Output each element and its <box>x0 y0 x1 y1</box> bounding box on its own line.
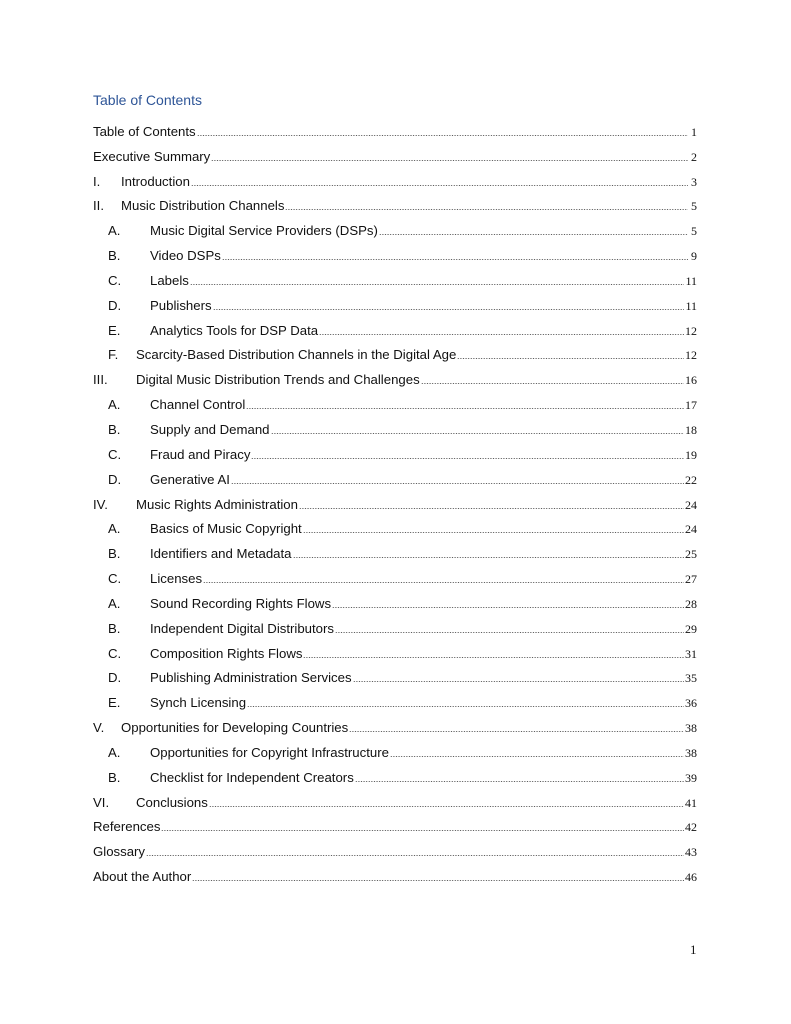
toc-entry-number: D. <box>108 471 122 487</box>
toc-entry-page[interactable]: 17 <box>685 398 697 413</box>
toc-entry-title[interactable]: Identifiers and Metadata <box>150 546 292 562</box>
toc-entry[interactable] <box>93 686 697 711</box>
toc-entry-title[interactable]: About the Author <box>93 869 192 885</box>
toc-heading: Table of Contents <box>93 92 202 108</box>
toc-entry-title[interactable]: Opportunities for Developing Countries <box>121 720 349 736</box>
toc-entry-title[interactable]: Executive Summary <box>93 148 211 164</box>
toc-entry-number: E. <box>108 695 121 711</box>
toc-entry[interactable] <box>93 339 697 364</box>
toc-entry-number: C. <box>108 645 122 661</box>
toc-entry[interactable] <box>93 786 697 811</box>
dot-leader <box>303 526 684 534</box>
toc-entry-page[interactable]: 16 <box>685 373 697 388</box>
toc-entry[interactable] <box>93 736 697 761</box>
dot-leader <box>246 402 684 410</box>
toc-entry-title[interactable]: Composition Rights Flows <box>150 645 303 661</box>
toc-entry-title[interactable]: Opportunities for Copyright Infrastructure <box>150 744 389 760</box>
toc-entry-page[interactable]: 27 <box>685 572 697 587</box>
toc-entry-page[interactable]: 43 <box>685 845 697 860</box>
toc-entry[interactable] <box>93 463 697 488</box>
dot-leader <box>191 179 688 187</box>
dot-leader <box>349 725 684 733</box>
dot-leader <box>190 278 685 286</box>
toc-entry-title[interactable]: Supply and Demand <box>150 421 270 437</box>
toc-entry-number: A. <box>108 521 121 537</box>
page-number: 1 <box>690 942 697 957</box>
dot-leader <box>211 154 688 162</box>
dot-leader <box>231 477 684 485</box>
dot-leader <box>251 452 684 460</box>
toc-entry-page[interactable]: 41 <box>685 795 697 810</box>
toc-entry-number: F. <box>108 347 119 363</box>
toc-entry-page[interactable]: 11 <box>685 298 697 313</box>
toc-entry-page[interactable]: 19 <box>685 447 697 462</box>
toc-entry-number: D. <box>108 297 122 313</box>
toc-entry-title[interactable]: Glossary <box>93 844 146 860</box>
toc-entry-page[interactable]: 36 <box>685 696 697 711</box>
toc-entry-page[interactable]: 1 <box>691 124 697 139</box>
dot-leader <box>213 303 685 311</box>
dot-leader <box>353 675 684 683</box>
dot-leader <box>335 626 684 634</box>
toc-entry-page[interactable]: 38 <box>685 745 697 760</box>
toc-entry-title[interactable]: Sound Recording Rights Flows <box>150 595 332 611</box>
toc-entry[interactable] <box>93 612 697 637</box>
toc-entry[interactable] <box>93 264 697 289</box>
toc-entry[interactable] <box>93 562 697 587</box>
toc-entry[interactable] <box>93 662 697 687</box>
toc-entry-page[interactable]: 35 <box>685 671 697 686</box>
toc-entry-title[interactable]: Synch Licensing <box>150 695 247 711</box>
toc-entry-title[interactable]: Basics of Music Copyright <box>150 521 302 537</box>
toc-entry[interactable] <box>93 811 697 836</box>
toc-entry[interactable] <box>93 165 697 190</box>
toc-entry-number: V. <box>93 720 105 736</box>
toc-entry-title[interactable]: Music Rights Administration <box>136 496 298 512</box>
toc-entry-number: II. <box>93 198 104 214</box>
toc-entry-title[interactable]: Checklist for Independent Creators <box>150 769 354 785</box>
toc-entry[interactable] <box>93 214 697 239</box>
toc-entry-title[interactable]: Table of Contents <box>93 123 196 139</box>
toc-entry[interactable] <box>93 190 697 215</box>
toc-entry[interactable] <box>93 363 697 388</box>
toc-entry-page[interactable]: 5 <box>691 224 697 239</box>
toc-entry[interactable] <box>93 413 697 438</box>
toc-entry-page[interactable]: 12 <box>685 348 697 363</box>
toc-entry-number: B. <box>108 620 121 636</box>
toc-entry[interactable] <box>93 711 697 736</box>
toc-entry-page[interactable]: 5 <box>691 199 697 214</box>
toc-entry[interactable] <box>93 513 697 538</box>
toc-entry-title[interactable]: Channel Control <box>150 397 246 413</box>
toc-entry-page[interactable]: 2 <box>691 149 697 164</box>
toc-entry-page[interactable]: 24 <box>685 497 697 512</box>
toc-entry-number: I. <box>93 173 101 189</box>
dot-leader <box>222 253 688 261</box>
toc-entry-number: VI. <box>93 794 110 810</box>
toc-entry-title[interactable]: Video DSPs <box>150 248 221 264</box>
dot-leader <box>247 700 684 708</box>
toc-entry-page[interactable]: 12 <box>685 323 697 338</box>
toc-entry-number: IV. <box>93 496 108 512</box>
toc-entry-number: A. <box>108 595 121 611</box>
toc-list <box>93 115 697 885</box>
toc-entry-page[interactable]: 18 <box>685 422 697 437</box>
dot-leader <box>271 427 685 435</box>
toc-entry-title[interactable]: Independent Digital Distributors <box>150 620 334 636</box>
toc-entry-title[interactable]: Publishing Administration Services <box>150 670 352 686</box>
toc-entry-page[interactable]: 22 <box>685 472 697 487</box>
dot-leader <box>146 849 684 857</box>
toc-entry-page[interactable]: 25 <box>685 547 697 562</box>
toc-entry-number: A. <box>108 744 121 760</box>
toc-entry-number: B. <box>108 421 121 437</box>
toc-entry-title[interactable]: Publishers <box>150 297 212 313</box>
toc-entry[interactable] <box>93 537 697 562</box>
toc-entry-number: III. <box>93 372 108 388</box>
toc-entry-page[interactable]: 28 <box>685 596 697 611</box>
toc-entry-page[interactable]: 29 <box>685 621 697 636</box>
toc-entry-number: E. <box>108 322 121 338</box>
toc-entry-page[interactable]: 11 <box>685 273 697 288</box>
toc-entry-number: A. <box>108 397 121 413</box>
toc-entry-page[interactable]: 42 <box>685 820 697 835</box>
toc-entry-number: A. <box>108 223 121 239</box>
toc-entry-title[interactable]: Digital Music Distribution Trends and Challenges <box>136 372 420 388</box>
toc-entry-title[interactable]: Fraud and Piracy <box>150 446 251 462</box>
toc-entry[interactable] <box>93 239 697 264</box>
toc-entry[interactable] <box>93 860 697 885</box>
toc-entry[interactable] <box>93 314 697 339</box>
dot-leader <box>192 874 684 882</box>
dot-leader <box>161 824 684 832</box>
toc-entry-title[interactable]: Music Distribution Channels <box>121 198 285 214</box>
dot-leader <box>293 551 685 559</box>
toc-entry-number: D. <box>108 670 122 686</box>
toc-entry[interactable] <box>93 388 697 413</box>
toc-entry-number: C. <box>108 571 122 587</box>
toc-entry-page[interactable]: 31 <box>685 646 697 661</box>
toc-entry-title[interactable]: Generative AI <box>150 471 230 487</box>
toc-entry-title[interactable]: Music Digital Service Providers (DSPs) <box>150 223 378 239</box>
dot-leader <box>355 775 684 783</box>
toc-entry-page[interactable]: 38 <box>685 721 697 736</box>
toc-entry-title[interactable]: References <box>93 819 161 835</box>
toc-entry-title[interactable]: Licenses <box>150 571 203 587</box>
dot-leader <box>379 228 688 236</box>
toc-entry[interactable] <box>93 835 697 860</box>
toc-entry[interactable] <box>93 140 697 165</box>
dot-leader <box>421 377 684 385</box>
dot-leader <box>390 750 684 758</box>
toc-entry-number: B. <box>108 769 121 785</box>
toc-entry[interactable] <box>93 761 697 786</box>
toc-entry-number: C. <box>108 272 122 288</box>
toc-entry-title[interactable]: Conclusions <box>136 794 208 810</box>
toc-entry-page[interactable]: 46 <box>685 870 697 885</box>
toc-entry[interactable] <box>93 115 697 140</box>
toc-entry[interactable] <box>93 488 697 513</box>
toc-entry-page[interactable]: 3 <box>691 174 697 189</box>
toc-entry-number: B. <box>108 248 121 264</box>
toc-entry-title[interactable]: Introduction <box>121 173 190 189</box>
dot-leader <box>332 601 684 609</box>
toc-entry-title[interactable]: Analytics Tools for DSP Data <box>150 322 319 338</box>
dot-leader <box>303 651 684 659</box>
toc-entry-page[interactable]: 39 <box>685 770 697 785</box>
dot-leader <box>197 129 688 137</box>
toc-entry[interactable] <box>93 587 697 612</box>
dot-leader <box>457 352 684 360</box>
toc-entry[interactable] <box>93 289 697 314</box>
toc-entry-title[interactable]: Labels <box>150 272 189 288</box>
dot-leader <box>299 502 684 510</box>
toc-entry-page[interactable]: 24 <box>685 522 697 537</box>
toc-entry-number: B. <box>108 546 121 562</box>
dot-leader <box>209 800 684 808</box>
toc-entry-page[interactable]: 9 <box>691 249 697 264</box>
toc-entry-number: C. <box>108 446 122 462</box>
toc-entry[interactable] <box>93 637 697 662</box>
toc-entry-title[interactable]: Scarcity-Based Distribution Channels in the Digital Age <box>136 347 457 363</box>
toc-entry[interactable] <box>93 438 697 463</box>
dot-leader <box>203 576 684 584</box>
dot-leader <box>285 203 688 211</box>
dot-leader <box>319 328 684 336</box>
